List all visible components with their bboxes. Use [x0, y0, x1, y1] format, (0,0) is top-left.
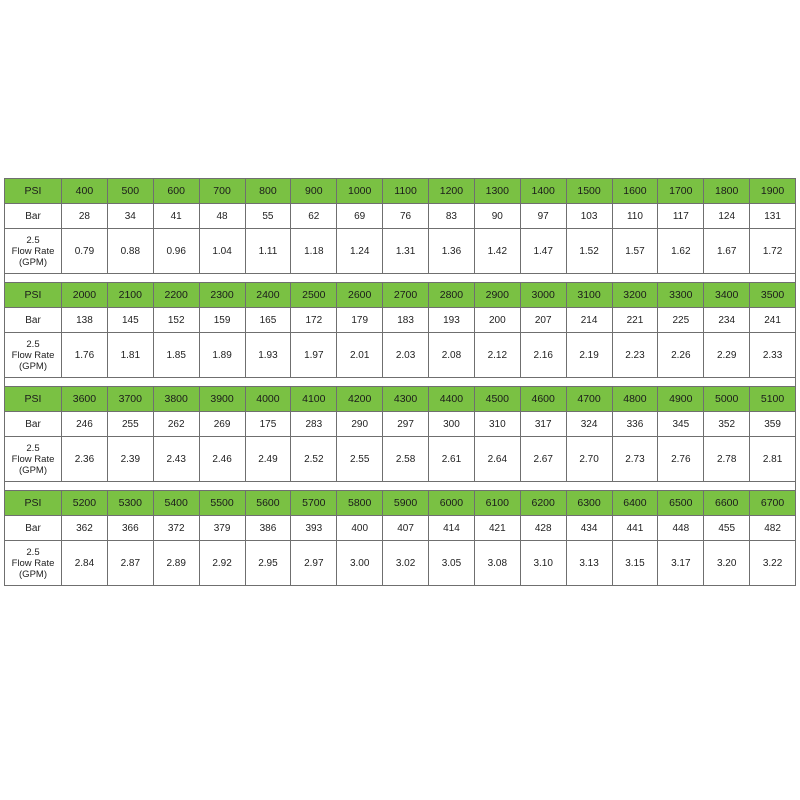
psi-value-cell: 5400	[153, 491, 199, 516]
flow-value-cell: 1.85	[153, 333, 199, 378]
bar-value-cell: 255	[107, 412, 153, 437]
bar-value-cell: 234	[704, 308, 750, 333]
psi-value-cell: 600	[153, 179, 199, 204]
flow-value-cell: 1.24	[337, 229, 383, 274]
psi-value-cell: 700	[199, 179, 245, 204]
pressure-table-block	[4, 282, 796, 378]
bar-value-cell: 55	[245, 204, 291, 229]
flow-value-cell: 1.67	[704, 229, 750, 274]
bar-value-cell: 90	[474, 204, 520, 229]
psi-value-cell: 2200	[153, 283, 199, 308]
flow-value-cell: 1.89	[199, 333, 245, 378]
psi-value-cell: 1300	[474, 179, 520, 204]
psi-value-cell: 2000	[62, 283, 108, 308]
bar-value-cell: 103	[566, 204, 612, 229]
bar-value-cell: 400	[337, 516, 383, 541]
psi-value-cell: 500	[107, 179, 153, 204]
bar-row-label: Bar	[5, 204, 62, 229]
flow-value-cell: 1.97	[291, 333, 337, 378]
flow-value-cell: 2.29	[704, 333, 750, 378]
psi-value-cell: 6700	[750, 491, 796, 516]
bar-value-cell: 69	[337, 204, 383, 229]
psi-value-cell: 4700	[566, 387, 612, 412]
flow-label-line: 2.5	[26, 338, 40, 350]
bar-value-cell: 324	[566, 412, 612, 437]
bar-row-label: Bar	[5, 516, 62, 541]
psi-value-cell: 3000	[520, 283, 566, 308]
psi-value-cell: 4600	[520, 387, 566, 412]
flow-value-cell: 3.22	[750, 541, 796, 586]
bar-value-cell: 131	[750, 204, 796, 229]
bar-value-cell: 138	[62, 308, 108, 333]
bar-value-cell: 214	[566, 308, 612, 333]
bar-value-cell: 159	[199, 308, 245, 333]
flow-value-cell: 1.04	[199, 229, 245, 274]
flow-label-line: 2.5	[26, 546, 40, 558]
flow-value-cell: 1.57	[612, 229, 658, 274]
bar-value-cell: 352	[704, 412, 750, 437]
flow-value-cell: 2.70	[566, 437, 612, 482]
flow-value-cell: 2.61	[429, 437, 475, 482]
psi-value-cell: 5500	[199, 491, 245, 516]
psi-value-cell: 1800	[704, 179, 750, 204]
psi-value-cell: 6100	[474, 491, 520, 516]
bar-value-cell: 97	[520, 204, 566, 229]
flow-value-cell: 2.08	[429, 333, 475, 378]
bar-value-cell: 269	[199, 412, 245, 437]
flow-value-cell: 2.03	[383, 333, 429, 378]
psi-value-cell: 5900	[383, 491, 429, 516]
bar-value-cell: 207	[520, 308, 566, 333]
psi-value-cell: 5300	[107, 491, 153, 516]
flow-value-cell: 3.00	[337, 541, 383, 586]
flow-value-cell: 2.46	[199, 437, 245, 482]
psi-value-cell: 5800	[337, 491, 383, 516]
bar-value-cell: 428	[520, 516, 566, 541]
psi-value-cell: 5600	[245, 491, 291, 516]
psi-value-cell: 1600	[612, 179, 658, 204]
flow-value-cell: 2.97	[291, 541, 337, 586]
bar-value-cell: 62	[291, 204, 337, 229]
bar-value-cell: 290	[337, 412, 383, 437]
psi-value-cell: 4900	[658, 387, 704, 412]
flow-label-line: Flow Rate	[11, 453, 55, 465]
bar-value-cell: 434	[566, 516, 612, 541]
bar-value-cell: 262	[153, 412, 199, 437]
flow-value-cell: 1.47	[520, 229, 566, 274]
flow-value-cell: 2.49	[245, 437, 291, 482]
bar-value-cell: 175	[245, 412, 291, 437]
psi-value-cell: 400	[62, 179, 108, 204]
psi-value-cell: 3700	[107, 387, 153, 412]
bar-value-cell: 297	[383, 412, 429, 437]
bar-value-cell: 117	[658, 204, 704, 229]
bar-value-cell: 336	[612, 412, 658, 437]
flow-value-cell: 3.13	[566, 541, 612, 586]
flow-value-cell: 2.16	[520, 333, 566, 378]
flow-value-cell: 2.76	[658, 437, 704, 482]
flow-label-line: Flow Rate	[11, 557, 55, 569]
flow-value-cell: 2.89	[153, 541, 199, 586]
flow-value-cell: 1.81	[107, 333, 153, 378]
psi-value-cell: 6400	[612, 491, 658, 516]
flow-rate-row-label	[5, 229, 62, 274]
flow-value-cell: 1.31	[383, 229, 429, 274]
flow-value-cell: 2.23	[612, 333, 658, 378]
bar-value-cell: 83	[429, 204, 475, 229]
psi-row-label: PSI	[5, 387, 62, 412]
flow-label-line: (GPM)	[19, 256, 47, 268]
flow-value-cell: 2.33	[750, 333, 796, 378]
psi-value-cell: 6200	[520, 491, 566, 516]
flow-value-cell: 2.64	[474, 437, 520, 482]
psi-row	[5, 179, 796, 204]
pressure-table-block	[4, 178, 796, 274]
bar-value-cell: 183	[383, 308, 429, 333]
psi-value-cell: 3800	[153, 387, 199, 412]
flow-label-line: Flow Rate	[11, 349, 55, 361]
psi-row-label: PSI	[5, 491, 62, 516]
bar-value-cell: 165	[245, 308, 291, 333]
bar-value-cell: 172	[291, 308, 337, 333]
psi-value-cell: 1200	[429, 179, 475, 204]
bar-value-cell: 310	[474, 412, 520, 437]
bar-row-label: Bar	[5, 412, 62, 437]
bar-value-cell: 317	[520, 412, 566, 437]
psi-value-cell: 4100	[291, 387, 337, 412]
bar-value-cell: 28	[62, 204, 108, 229]
flow-value-cell: 0.79	[62, 229, 108, 274]
block-gap	[4, 274, 796, 282]
bar-row-label: Bar	[5, 308, 62, 333]
bar-row	[5, 308, 796, 333]
psi-value-cell: 2700	[383, 283, 429, 308]
flow-rate-row	[5, 333, 796, 378]
psi-value-cell: 5000	[704, 387, 750, 412]
psi-value-cell: 6500	[658, 491, 704, 516]
bar-row	[5, 412, 796, 437]
bar-value-cell: 124	[704, 204, 750, 229]
flow-value-cell: 2.43	[153, 437, 199, 482]
psi-value-cell: 3900	[199, 387, 245, 412]
bar-row	[5, 516, 796, 541]
flow-value-cell: 1.52	[566, 229, 612, 274]
bar-value-cell: 362	[62, 516, 108, 541]
flow-value-cell: 2.73	[612, 437, 658, 482]
bar-value-cell: 221	[612, 308, 658, 333]
bar-value-cell: 283	[291, 412, 337, 437]
psi-value-cell: 4500	[474, 387, 520, 412]
bar-value-cell: 372	[153, 516, 199, 541]
flow-rate-row-label	[5, 541, 62, 586]
psi-value-cell: 5100	[750, 387, 796, 412]
psi-value-cell: 3200	[612, 283, 658, 308]
bar-value-cell: 246	[62, 412, 108, 437]
flow-value-cell: 3.05	[429, 541, 475, 586]
psi-value-cell: 6600	[704, 491, 750, 516]
psi-value-cell: 2500	[291, 283, 337, 308]
psi-value-cell: 1000	[337, 179, 383, 204]
bar-value-cell: 345	[658, 412, 704, 437]
flow-value-cell: 0.88	[107, 229, 153, 274]
flow-value-cell: 3.10	[520, 541, 566, 586]
bar-value-cell: 448	[658, 516, 704, 541]
flow-value-cell: 3.17	[658, 541, 704, 586]
psi-value-cell: 2800	[429, 283, 475, 308]
psi-value-cell: 800	[245, 179, 291, 204]
bar-value-cell: 379	[199, 516, 245, 541]
psi-row	[5, 387, 796, 412]
flow-value-cell: 3.15	[612, 541, 658, 586]
psi-row-label: PSI	[5, 179, 62, 204]
bar-value-cell: 359	[750, 412, 796, 437]
flow-rate-row	[5, 229, 796, 274]
flow-value-cell: 2.26	[658, 333, 704, 378]
pressure-table-block	[4, 490, 796, 586]
flow-value-cell: 2.52	[291, 437, 337, 482]
bar-value-cell: 200	[474, 308, 520, 333]
psi-value-cell: 5700	[291, 491, 337, 516]
psi-value-cell: 900	[291, 179, 337, 204]
flow-value-cell: 2.39	[107, 437, 153, 482]
pressure-flow-chart	[4, 178, 796, 586]
flow-value-cell: 2.12	[474, 333, 520, 378]
bar-value-cell: 407	[383, 516, 429, 541]
flow-label-line: (GPM)	[19, 360, 47, 372]
bar-value-cell: 193	[429, 308, 475, 333]
psi-value-cell: 1100	[383, 179, 429, 204]
psi-value-cell: 3400	[704, 283, 750, 308]
flow-value-cell: 2.58	[383, 437, 429, 482]
psi-value-cell: 2300	[199, 283, 245, 308]
flow-value-cell: 2.01	[337, 333, 383, 378]
bar-value-cell: 441	[612, 516, 658, 541]
flow-value-cell: 2.67	[520, 437, 566, 482]
flow-label-line: (GPM)	[19, 568, 47, 580]
psi-value-cell: 4200	[337, 387, 383, 412]
bar-value-cell: 179	[337, 308, 383, 333]
psi-value-cell: 3300	[658, 283, 704, 308]
bar-value-cell: 482	[750, 516, 796, 541]
bar-value-cell: 421	[474, 516, 520, 541]
bar-value-cell: 386	[245, 516, 291, 541]
psi-value-cell: 1700	[658, 179, 704, 204]
flow-value-cell: 2.87	[107, 541, 153, 586]
flow-rate-row	[5, 541, 796, 586]
bar-row	[5, 204, 796, 229]
bar-value-cell: 76	[383, 204, 429, 229]
flow-value-cell: 1.42	[474, 229, 520, 274]
psi-value-cell: 1500	[566, 179, 612, 204]
flow-label-line: 2.5	[26, 234, 40, 246]
block-gap	[4, 482, 796, 490]
flow-value-cell: 1.36	[429, 229, 475, 274]
psi-value-cell: 4800	[612, 387, 658, 412]
flow-label-line: 2.5	[26, 442, 40, 454]
psi-value-cell: 1400	[520, 179, 566, 204]
psi-value-cell: 2100	[107, 283, 153, 308]
flow-label-line: (GPM)	[19, 464, 47, 476]
psi-value-cell: 2400	[245, 283, 291, 308]
psi-value-cell: 2600	[337, 283, 383, 308]
bar-value-cell: 110	[612, 204, 658, 229]
flow-value-cell: 3.02	[383, 541, 429, 586]
bar-value-cell: 225	[658, 308, 704, 333]
bar-value-cell: 366	[107, 516, 153, 541]
psi-value-cell: 4000	[245, 387, 291, 412]
bar-value-cell: 152	[153, 308, 199, 333]
flow-value-cell: 1.11	[245, 229, 291, 274]
flow-rate-row-label	[5, 333, 62, 378]
psi-value-cell: 4300	[383, 387, 429, 412]
flow-value-cell: 2.19	[566, 333, 612, 378]
flow-label-line: Flow Rate	[11, 245, 55, 257]
flow-value-cell: 1.18	[291, 229, 337, 274]
bar-value-cell: 145	[107, 308, 153, 333]
psi-row-label: PSI	[5, 283, 62, 308]
flow-value-cell: 1.62	[658, 229, 704, 274]
psi-value-cell: 6300	[566, 491, 612, 516]
bar-value-cell: 48	[199, 204, 245, 229]
bar-value-cell: 34	[107, 204, 153, 229]
flow-value-cell: 2.95	[245, 541, 291, 586]
flow-value-cell: 3.20	[704, 541, 750, 586]
flow-value-cell: 2.55	[337, 437, 383, 482]
psi-row	[5, 491, 796, 516]
bar-value-cell: 455	[704, 516, 750, 541]
flow-value-cell: 1.76	[62, 333, 108, 378]
flow-value-cell: 1.93	[245, 333, 291, 378]
bar-value-cell: 393	[291, 516, 337, 541]
flow-value-cell: 2.81	[750, 437, 796, 482]
block-gap	[4, 378, 796, 386]
flow-rate-row	[5, 437, 796, 482]
psi-value-cell: 2900	[474, 283, 520, 308]
flow-value-cell: 1.72	[750, 229, 796, 274]
bar-value-cell: 414	[429, 516, 475, 541]
psi-value-cell: 1900	[750, 179, 796, 204]
flow-value-cell: 0.96	[153, 229, 199, 274]
psi-value-cell: 3600	[62, 387, 108, 412]
psi-value-cell: 5200	[62, 491, 108, 516]
bar-value-cell: 41	[153, 204, 199, 229]
flow-value-cell: 2.78	[704, 437, 750, 482]
bar-value-cell: 241	[750, 308, 796, 333]
psi-value-cell: 3100	[566, 283, 612, 308]
flow-value-cell: 2.36	[62, 437, 108, 482]
psi-value-cell: 6000	[429, 491, 475, 516]
flow-rate-row-label	[5, 437, 62, 482]
psi-row	[5, 283, 796, 308]
pressure-table-block	[4, 386, 796, 482]
bar-value-cell: 300	[429, 412, 475, 437]
psi-value-cell: 3500	[750, 283, 796, 308]
flow-value-cell: 3.08	[474, 541, 520, 586]
psi-value-cell: 4400	[429, 387, 475, 412]
flow-value-cell: 2.92	[199, 541, 245, 586]
flow-value-cell: 2.84	[62, 541, 108, 586]
